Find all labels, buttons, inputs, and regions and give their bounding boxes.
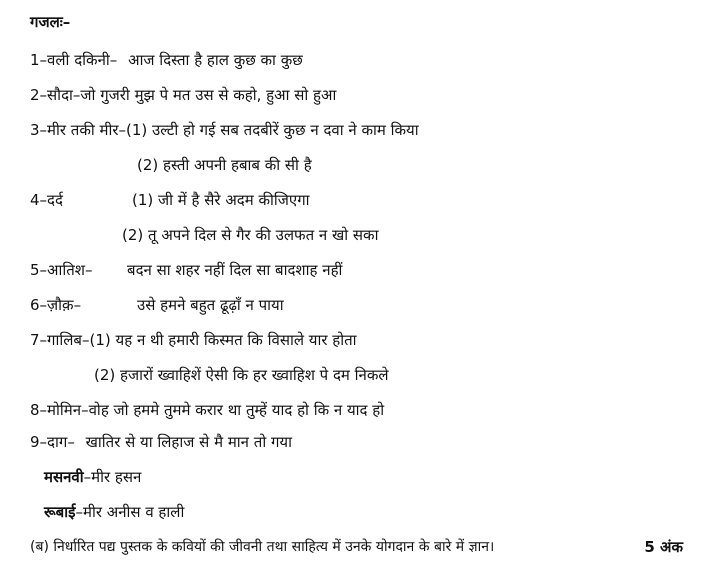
- verse-text: (1) यह न थी हमारी किस्मत कि विसाले यार होता: [89, 331, 357, 349]
- verse-text: वोह जो हममे तुममे करार था तुम्हें याद हो कि न याद हो: [88, 401, 385, 419]
- rubai-line: [44, 502, 184, 522]
- poet-label: 9–दाग–: [30, 433, 75, 451]
- list-item: [30, 190, 310, 210]
- marks-label: 5 अंक: [644, 538, 683, 556]
- poet-label: 5–आतिश–: [30, 261, 93, 279]
- verse-text: (2) तू अपने दिल से गैर की उलफत न खो सका: [122, 226, 379, 244]
- list-item: [94, 365, 389, 385]
- verse-text: बदन सा शहर नहीं दिल सा बादशाह नहीं: [127, 261, 343, 279]
- list-item: [30, 400, 384, 420]
- verse-text: जो गुजरी मुझ पे मत उस से कहो, हुआ सो हुआ: [80, 86, 337, 104]
- list-item: [30, 260, 343, 280]
- section-heading: गजलः–: [30, 13, 71, 31]
- list-item: [30, 432, 292, 452]
- verse-text: आज दिस्ता है हाल कुछ का कुछ: [128, 51, 303, 69]
- verse-text: (1) जी में है सैरे अदम कीजिएगा: [132, 191, 310, 209]
- masnavi-text: –मीर हसन: [83, 468, 142, 486]
- verse-text: खातिर से या लिहाज से मै मान तो गया: [85, 433, 293, 451]
- poet-label: 4–दर्द: [30, 191, 63, 209]
- list-item: [122, 225, 378, 245]
- list-item: [30, 330, 357, 350]
- verse-text: (1) उल्टी हो गई सब तदबीरें कुछ न दवा ने काम किया: [126, 121, 419, 139]
- poet-label: 1–वली दकिनी–: [30, 51, 118, 69]
- verse-text: उसे हमने बहुत ढूढ़ाँ न पाया: [137, 296, 284, 314]
- verse-text: (2) हस्ती अपनी हबाब की सी है: [137, 156, 312, 174]
- list-item: [30, 295, 284, 315]
- verse-text: (2) हजारों ख्वाहिशें ऐसी कि हर ख्वाहिश पे दम निकले: [94, 366, 389, 384]
- poet-label: 3–मीर तकी मीर–: [30, 121, 127, 139]
- poet-label: 7–गालिब–: [30, 331, 90, 349]
- masnavi-label: मसनवी: [44, 468, 84, 486]
- poet-label: 2–सौदा–: [30, 86, 81, 104]
- list-item: [30, 50, 303, 70]
- poet-label: 8–मोमिन–: [30, 401, 89, 419]
- footer-text: (ब) निर्धारित पद्य पुस्तक के कवियों की जीवनी तथा साहित्य में उनके योगदान के बारे में ज्ञान।: [30, 539, 495, 555]
- list-item: [30, 120, 419, 140]
- rubai-text: –मीर अनीस व हाली: [75, 503, 185, 521]
- poet-label: 6–ज़ौक़–: [30, 296, 82, 314]
- masnavi-line: [44, 467, 141, 487]
- footer-line: [30, 537, 494, 557]
- list-item: [137, 155, 312, 175]
- rubai-label: रूबाई: [44, 503, 76, 521]
- list-item: [30, 85, 336, 105]
